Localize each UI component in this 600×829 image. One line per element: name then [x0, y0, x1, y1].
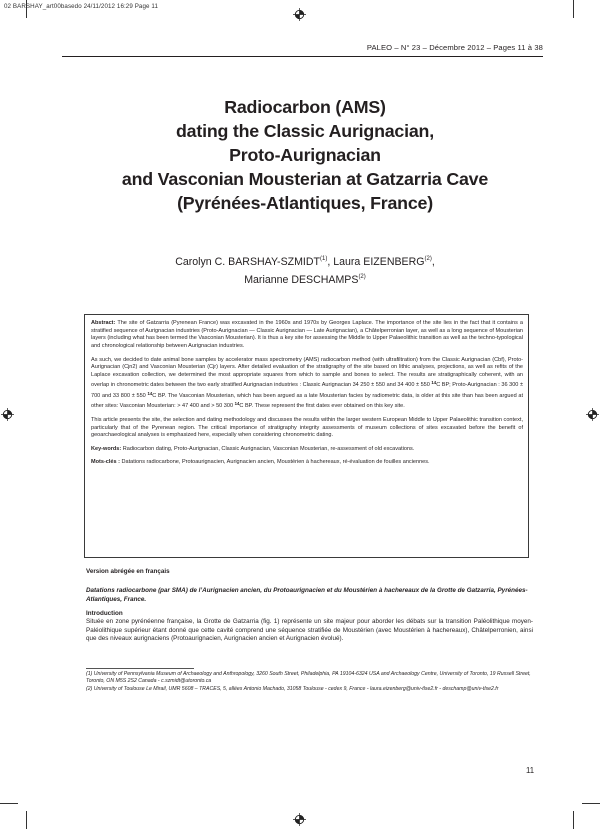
mots-cles — [91, 459, 523, 467]
crop-mark-left-bottom — [0, 803, 18, 804]
abstract-paragraph — [91, 320, 523, 350]
author-list — [60, 252, 550, 288]
mots-cles-text: Datations radiocarbone, Protoaurignacien, Aurignacien ancien, Moustérien à hachereaux, ré-évaluation de fouilles anciennes. — [121, 459, 430, 466]
title-line: (Pyrénées-Atlantiques, France) — [177, 193, 433, 213]
c14-superscript: 14 — [147, 390, 153, 396]
abstract-text: C BP; Proto-Aurignacian : 36 300 ± 700 and 33 800 ± 550 — [91, 382, 523, 399]
abstract-paragraph — [91, 357, 523, 411]
author-separator: , — [431, 256, 435, 268]
keywords-text: Radiocarbon dating, Proto-Aurignacian, Classic Aurignacian, Vasconian Mousterian, re-assessment of old excavations. — [122, 446, 415, 453]
c14-superscript: 14 — [234, 401, 240, 407]
c14-superscript: 14 — [431, 380, 437, 386]
affiliation-ref: (2) — [424, 256, 432, 262]
title-line: Radiocarbon (AMS) — [224, 97, 386, 117]
author-name: , Laura EIZENBERG — [327, 256, 425, 268]
running-header: PALEO – N° 23 – Décembre 2012 – Pages 11 à 38 — [366, 43, 543, 52]
author-name: Carolyn C. BARSHAY-SZMIDT — [175, 256, 320, 268]
registration-mark-icon — [586, 408, 599, 421]
registration-mark-icon — [293, 813, 306, 826]
title-line: dating the Classic Aurignacian, — [176, 121, 434, 141]
abstract-text: As such, we decided to date animal bone samples by accelerator mass spectrometry (AMS) radiocarbon method (with ultrafiltration) from the Classic Aurignacian (Cbf), Proto-Aurignacian (Cjn2) and Vasconian Mousterian (Cjr) layers. After detailed evaluation of the stratigraphy of the site based on lithic analyses, projections, as well as refits of the Laplace excavation collection, we determined the most appropriate squares from which to sample and bones to select. The results are stratigraphically coherent, with an overlap in chronometric dates between the two early stratified Aurignacian industries : Classic Aurignacian 34 250 ± 550 and 34 400 ± 550 — [91, 356, 523, 389]
crop-mark-right-bottom — [582, 803, 600, 804]
author-line-2 — [60, 270, 550, 288]
footnotes — [86, 671, 533, 693]
affiliation-ref: (1) — [320, 256, 328, 262]
french-summary — [86, 568, 533, 644]
header-rule — [62, 56, 543, 57]
introduction-heading: Introduction — [86, 610, 123, 618]
crop-mark-top-right — [573, 0, 574, 18]
abstract-text: The site of Gatzarria (Pyrenean France) was excavated in the 1960s and 1970s by Georges Laplace. The importance of the site lies in the fact that it contains a stratified sequence of Aurignacian industries (Proto-Aurignacian — Classic Aurignacian — Late Aurignacian), a Châtelperronian layer, as well as a long sequence of Mousterian layers (including what has been termed the Vasconian Mousterian). It is thus a key site for assessing the Middle to Upper Palaeolithic transition as well as the techno-typological and chronological relationship between Aurignacian industries. — [91, 320, 523, 349]
author-name: Marianne DESCHAMPS — [244, 274, 359, 286]
crop-mark-bottom-left — [26, 811, 27, 829]
keywords — [91, 446, 523, 454]
crop-mark-bottom-right — [573, 811, 574, 829]
affiliation-ref: (2) — [358, 274, 366, 280]
footnote-rule — [86, 668, 194, 669]
french-title: Datations radiocarbone (par SMA) de l’Aurignacien ancien, du Protoaurignacien et du Moustérien à hachereaux de la Grotte de Gatzarria, Pyrénées-Atlantiques, France. — [86, 587, 528, 603]
author-line-1 — [60, 252, 550, 270]
footnote: (2) University of Toulouse Le Mirail, UMR 5608 – TRACES, 5, allées Antonio Machado, 31058 Toulouse - cedex 9, France - laura.eizenberg@univ-tlse2.fr - deschamp@univ-tlse2.fr — [86, 685, 499, 692]
mots-cles-label: Mots-clés : — [91, 459, 120, 466]
footnote: (1) University of Pennsylvania Museum of Archaeology and Anthropology, 3260 South Street, Philadelphia, PA 19104-6324 USA and Archaeology Centre, University of Toronto, 19 Russell Street, Toronto, ON M5S 2S2 Canada - c.szmidt@utoronto.ca — [86, 671, 531, 685]
crop-mark-top-left — [26, 0, 27, 18]
introduction-text: Située en zone pyrénéenne française, la Grotte de Gatzarria (fig. 1) représente un site majeur pour aborder les débats sur la transition Paléolithique moyen-Paléolithique supérieur étant donné que cette cavité comprend une séquence stratifiée de Moustérien (avec Moustérien à hachereaux), Châtelperronien, ainsi que des niveaux aurignaciens (Protoaurignacien, Aurignacien ancien et Aurignacien évolué). — [86, 618, 533, 643]
abstract-text: C BP. The Vasconian Mousterian, which has been argued as a late Mousterian facies by radiometric data, is older at this site than has been argued at other sites: Vasconian Mousterian: > 47 400 and > 50 300 — [91, 392, 524, 410]
article-title — [60, 95, 550, 215]
french-version-heading: Version abrégée en français — [86, 568, 170, 575]
title-line: and Vasconian Mousterian at Gatzarria Cave — [121, 169, 489, 189]
registration-mark-icon — [1, 408, 14, 421]
abstract-box — [84, 314, 529, 558]
abstract-text: C BP. These represent the first dates ever obtained on this key site. — [239, 403, 405, 410]
keywords-label: Key-words: — [91, 446, 122, 453]
abstract-paragraph: This article presents the site, the selection and dating methodology and discusses the results within the larger western European Middle to Upper Palaeolithic transition context, particularly that of the Pyrenean region. The critical importance of stratigraphy integrity assessments of museum collections of sites excavated before the benefit of geoarchaeological analyses is emphasized here, especially when considering chronometric dating. — [91, 417, 523, 439]
page-number: 11 — [526, 766, 535, 775]
title-line: Proto-Aurignacian — [229, 145, 381, 165]
print-slug: 02 BARSHAY_art00basedo 24/11/2012 16:29 Page 11 — [4, 3, 158, 10]
registration-mark-icon — [293, 8, 306, 21]
abstract-label: Abstract: — [91, 320, 116, 326]
